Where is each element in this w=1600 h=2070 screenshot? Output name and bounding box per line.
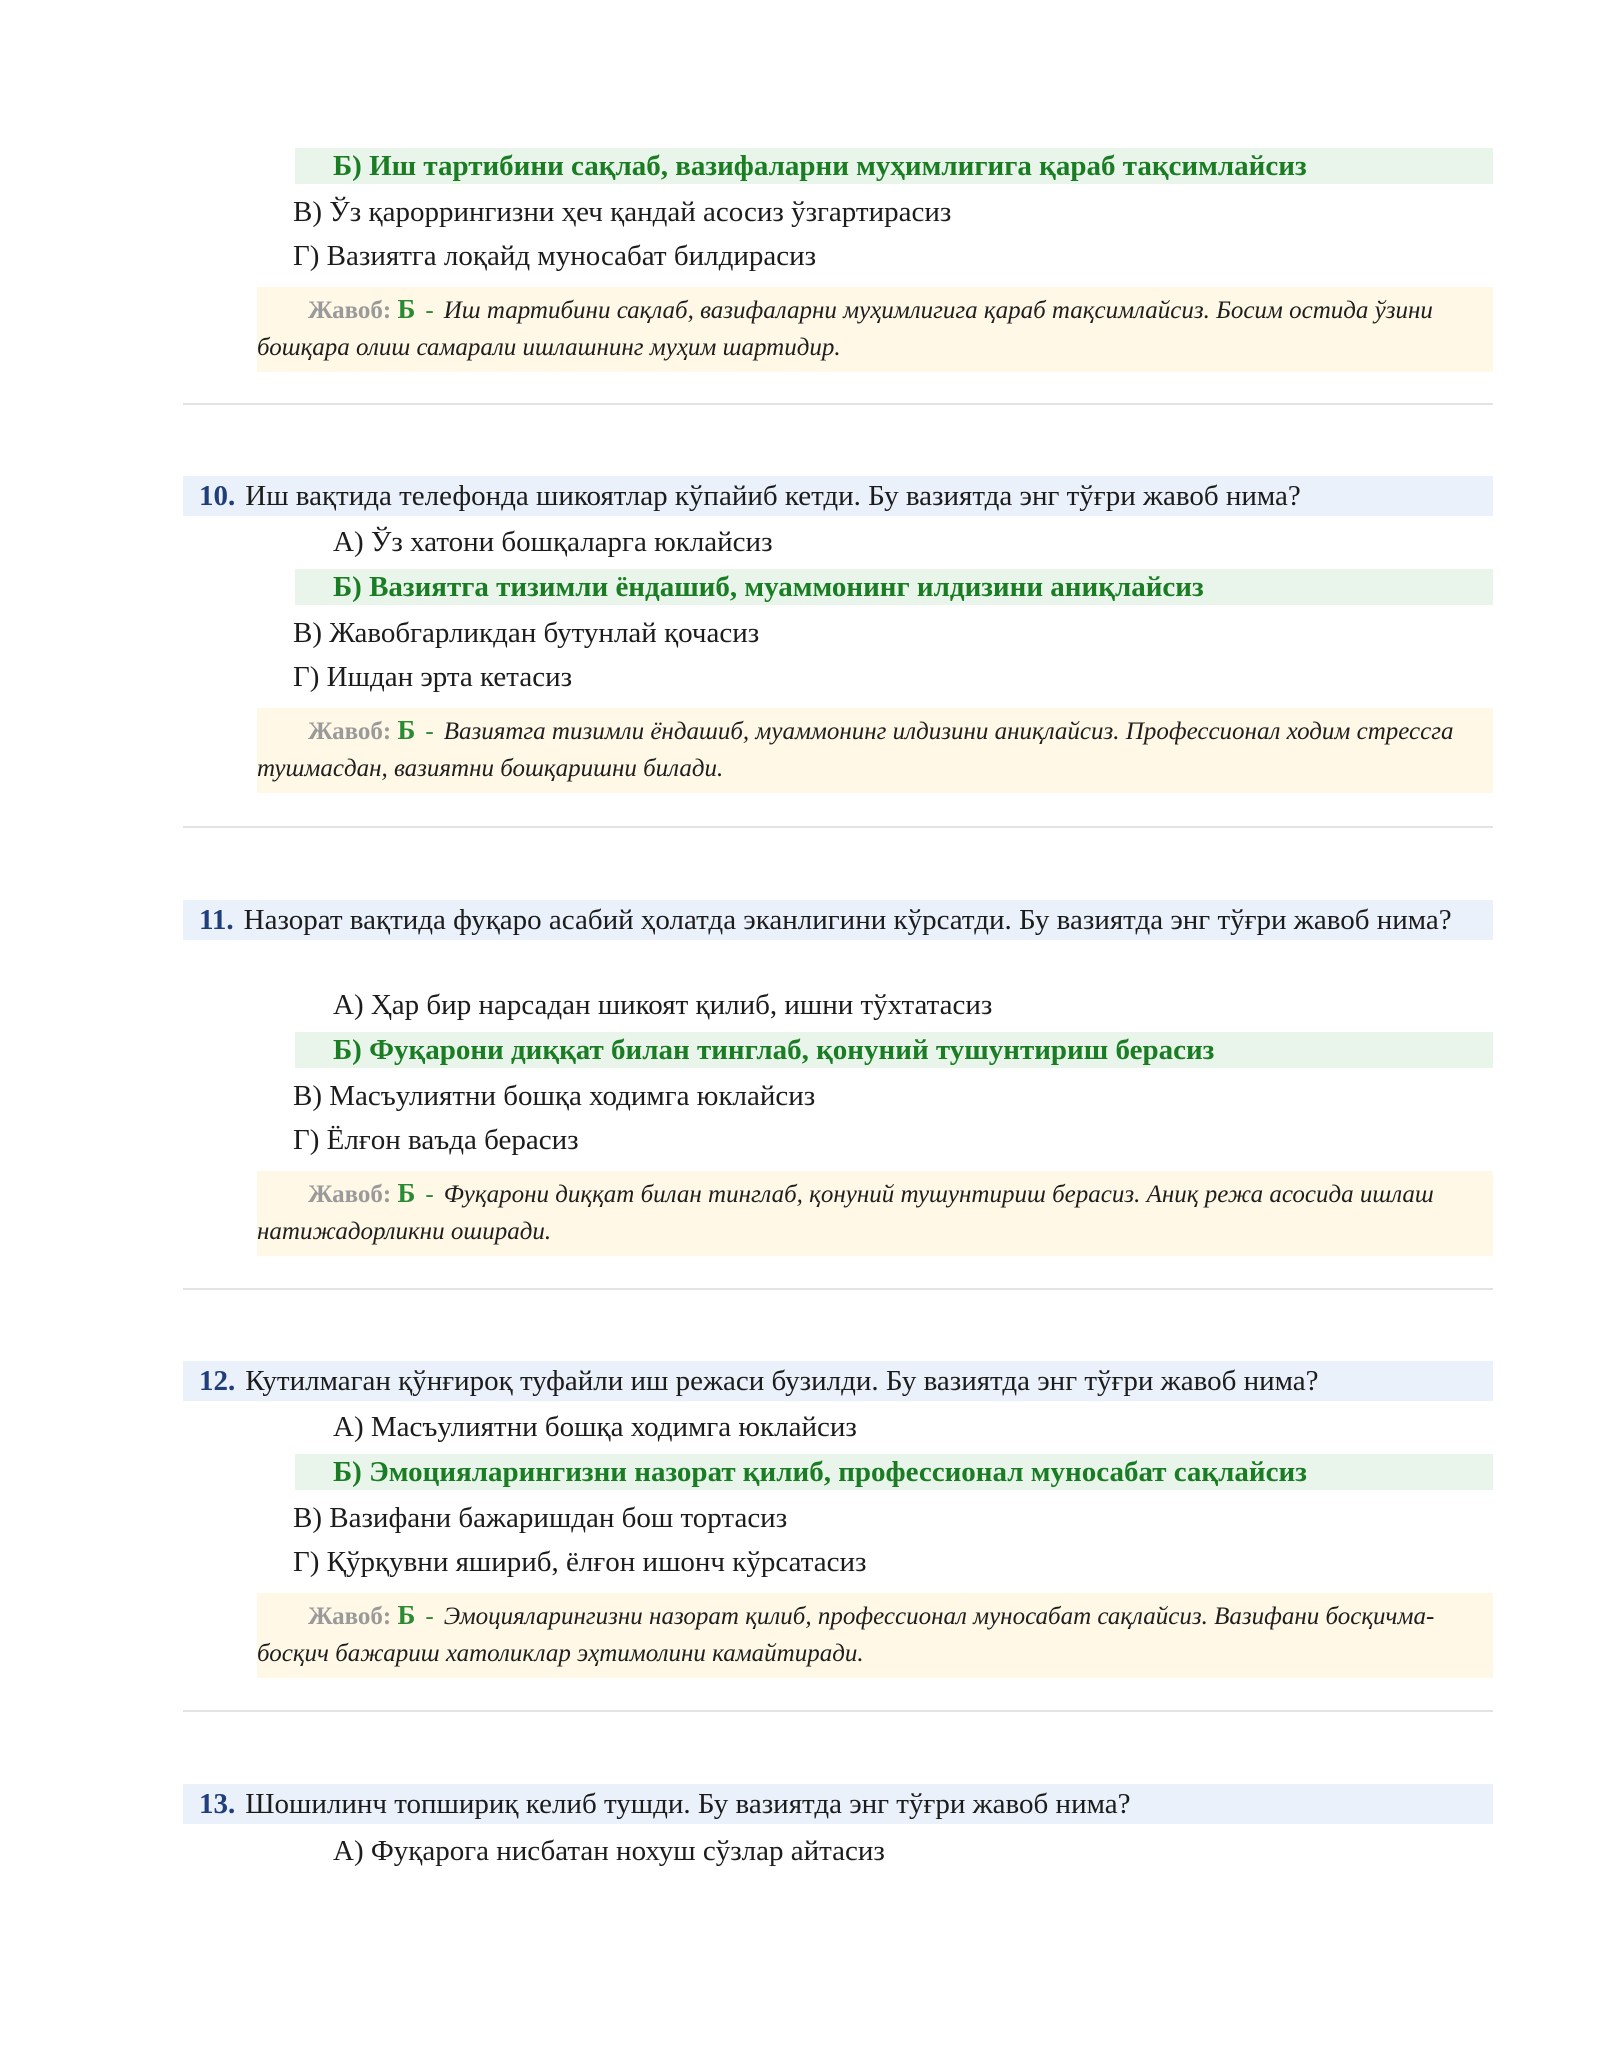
question-text: Назорат вақтида фуқаро асабий ҳолатда эканлигини кўрсатди. Бу вазиятда энг тўғри жавоб нима? <box>243 904 1452 936</box>
answer-explanation: Эмоцияларингизни назорат қилиб, профессионал муносабат сақлайсиз. Вазифани босқичма-босқич бажариш хатоликлар эҳтимолини камайтиради. <box>257 1603 1435 1667</box>
divider <box>183 403 1493 405</box>
answer-letter: Б <box>397 715 416 745</box>
q11-option-v: В) Масъулиятни бошқа ходимга юклайсиз <box>293 1080 816 1112</box>
q10-option-v: В) Жавобгарликдан бутунлай қочасиз <box>293 617 760 649</box>
question-11 <box>183 900 1493 940</box>
question-text: Кутилмаган қўнғироқ туфайли иш режаси бузилди. Бу вазиятда энг тўғри жавоб нима? <box>245 1365 1319 1397</box>
question-12 <box>183 1361 1493 1401</box>
answer-explanation: Фуқарони диққат билан тинглаб, қонуний тушунтириш берасиз. Аниқ режа асосида ишлаш натижадорликни оширади. <box>257 1181 1434 1245</box>
q10-option-b-correct: Б) Вазиятга тизимли ёндашиб, муаммонинг илдизини аниқлайсиз <box>295 569 1493 605</box>
question-13 <box>183 1784 1493 1824</box>
q11-answer <box>257 1171 1493 1256</box>
answer-label: Жавоб: <box>308 1181 392 1208</box>
answer-letter: Б <box>397 1178 416 1208</box>
question-text: Шошилинч топшириқ келиб тушди. Бу вазиятда энг тўғри жавоб нима? <box>245 1788 1131 1820</box>
divider <box>183 1288 1493 1290</box>
q11-option-b-correct: Б) Фуқарони диққат билан тинглаб, қонуний тушунтириш берасиз <box>295 1032 1493 1068</box>
answer-explanation: Вазиятга тизимли ёндашиб, муаммонинг илдизини аниқлайсиз. Профессионал ходим стрессга тушмасдан, вазиятни бошқаришни билади. <box>257 718 1454 782</box>
q12-option-v: В) Вазифани бажаришдан бош тортасиз <box>293 1502 788 1534</box>
q11-option-a: А) Ҳар бир нарсадан шикоят қилиб, ишни тўхтатасиз <box>333 989 993 1021</box>
question-10 <box>183 476 1493 516</box>
question-number: 13. <box>199 1788 236 1820</box>
q12-option-g: Г) Қўрқувни яшириб, ёлғон ишонч кўрсатасиз <box>293 1546 867 1578</box>
q11-option-g: Г) Ёлғон ваъда берасиз <box>293 1124 579 1156</box>
q12-option-b-correct: Б) Эмоцияларингизни назорат қилиб, профессионал муносабат сақлайсиз <box>295 1454 1493 1490</box>
q10-option-g: Г) Ишдан эрта кетасиз <box>293 661 573 693</box>
q12-option-a: А) Масъулиятни бошқа ходимга юклайсиз <box>333 1411 857 1443</box>
answer-label: Жавоб: <box>308 1603 392 1630</box>
question-number: 10. <box>199 480 236 512</box>
q9-option-v: В) Ўз қароррингизни ҳеч қандай асосиз ўзгартирасиз <box>293 196 952 228</box>
answer-letter: Б <box>397 1600 416 1630</box>
q9-answer <box>257 287 1493 372</box>
question-number: 12. <box>199 1365 236 1397</box>
divider <box>183 826 1493 828</box>
answer-label: Жавоб: <box>308 297 392 324</box>
q9-option-b-correct: Б) Иш тартибини сақлаб, вазифаларни муҳимлигига қараб тақсимлайсиз <box>295 148 1493 184</box>
q13-option-a: А) Фуқарога нисбатан нохуш сўзлар айтасиз <box>333 1835 885 1867</box>
answer-dash: - <box>425 718 434 745</box>
q10-answer <box>257 708 1493 793</box>
answer-dash: - <box>425 297 434 324</box>
answer-dash: - <box>425 1603 434 1630</box>
question-text: Иш вақтида телефонда шикоятлар кўпайиб кетди. Бу вазиятда энг тўғри жавоб нима? <box>245 480 1301 512</box>
answer-dash: - <box>425 1181 434 1208</box>
q12-answer <box>257 1593 1493 1678</box>
answer-label: Жавоб: <box>308 718 392 745</box>
q10-option-a: А) Ўз хатони бошқаларга юклайсиз <box>333 526 773 558</box>
q9-option-g: Г) Вазиятга лоқайд муносабат билдирасиз <box>293 240 817 272</box>
divider <box>183 1710 1493 1712</box>
answer-explanation: Иш тартибини сақлаб, вазифаларни муҳимлигига қараб тақсимлайсиз. Босим остида ўзини бошқара олиш самарали ишлашнинг муҳим шартидир. <box>257 297 1433 361</box>
question-number: 11. <box>199 904 234 936</box>
answer-letter: Б <box>397 294 416 324</box>
